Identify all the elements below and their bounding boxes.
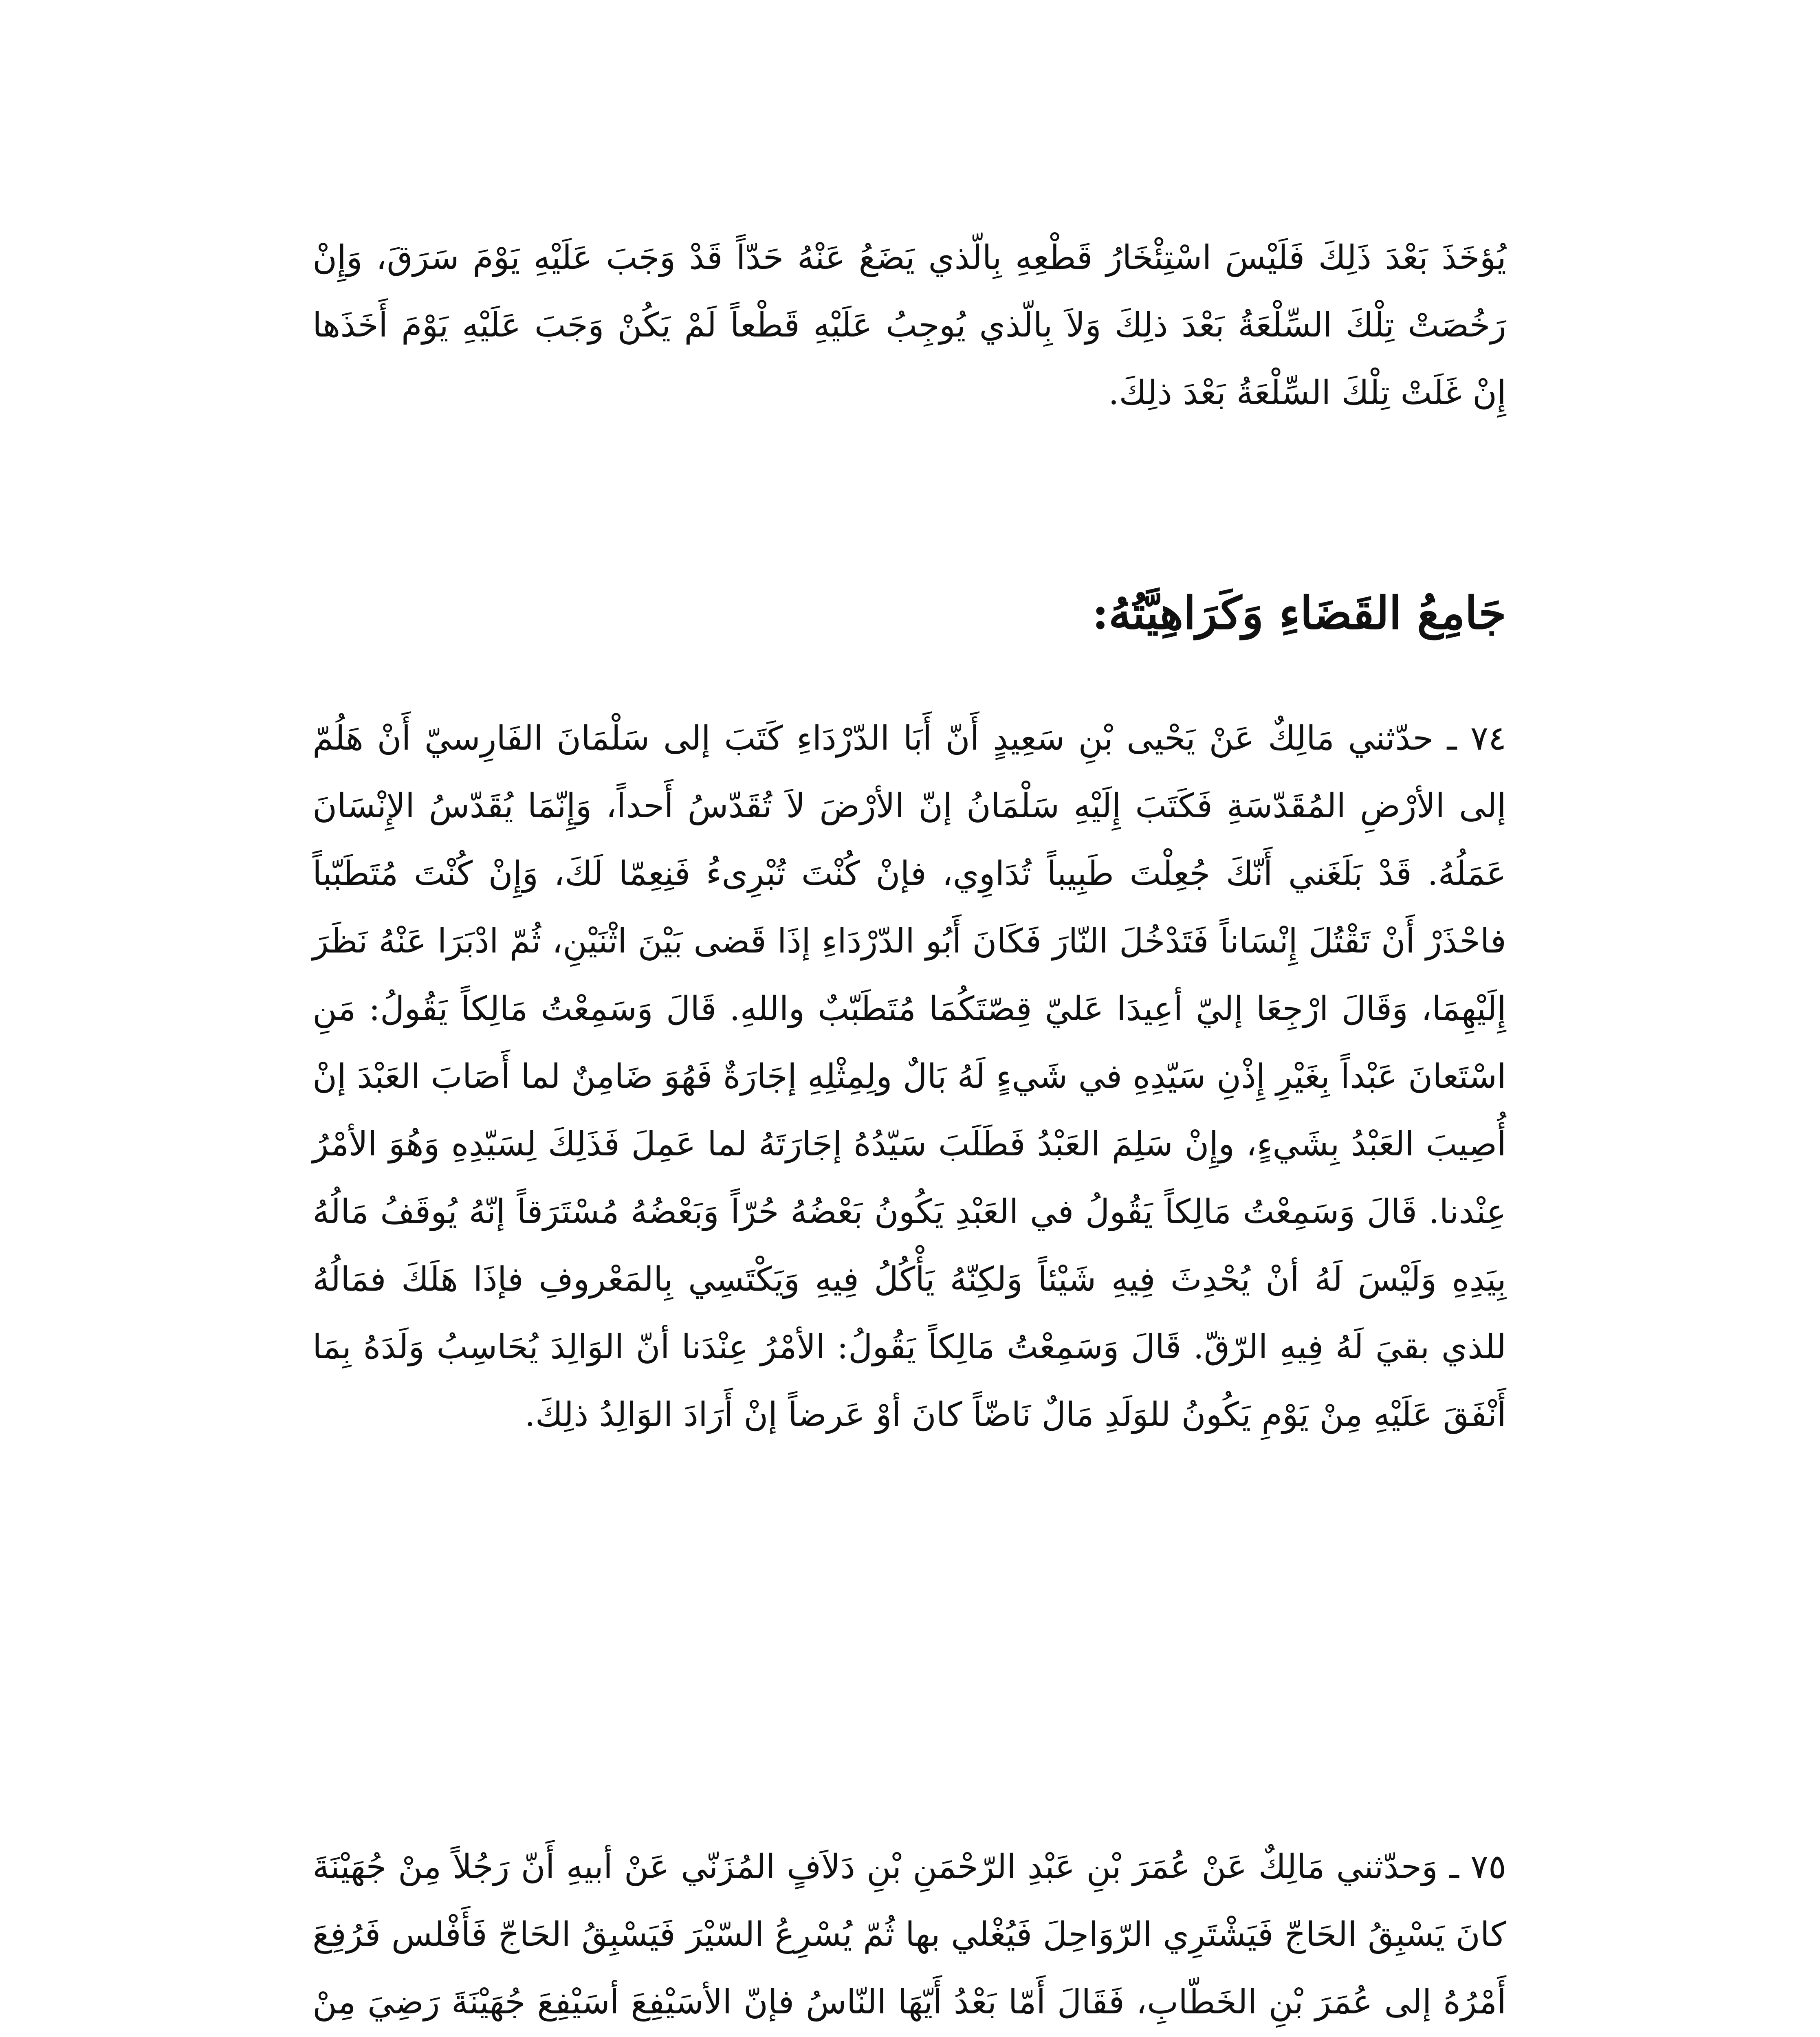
section-heading: جَامِعُ القَضَاءِ وَكَرَاهِيَّتُهُ: bbox=[1092, 587, 1506, 639]
paragraph-hadith-74: ٧٤ ـ حدّثني مَالِكٌ عَنْ يَحْيى بْنِ سَعِيدٍ أَنّ أَبَا الدّرْدَاءِ كَتَبَ إلى سَلْمَانَ الفَارِسيّ أَنْ هَلُمّ إلى الأرْضِ المُقَدّسَةِ فَكَتَبَ إِلَيْهِ سَلْمَانُ إنّ الأرْضَ لاَ تُقَدّسُ أَحداً، وَإِنّمَا يُقَدّسُ الإِنْسَانَ عَمَلُهُ. قَدْ بَلَغَني أَنّكَ جُعِلْتَ طَبِيباً تُدَاوِي، فإنْ كُنْتَ تُبْرِىءُ فَنِعِمّا لَكَ، وَإِنْ كُنْتَ مُتَطَبّباً فاحْذَرْ أَنْ تَقْتُلَ إِنْسَاناً فَتَدْخُلَ النّارَ فَكَانَ أَبُو الدّرْدَاءِ إذَا قَضى بَيْنَ اثْنَيْنِ، ثُمّ ادْبَرَا عَنْهُ نَظَرَ إِلَيْهِمَا، وَقَالَ ارْجِعَا إليّ أعِيدَا عَليّ قِصّتَكُمَا مُتَطَبّبٌ واللهِ. قَالَ وَسَمِعْتُ مَالِكاً يَقُولُ: مَنِ اسْتَعانَ عَبْداً بِغَيْرِ إِذْنِ سَيّدِهِ في شَيءٍ لَهُ بَالٌ ولِمِثْلِهِ إجَارَةٌ فَهُوَ ضَامِنٌ لما أَصَابَ العَبْدَ إنْ أُصِيبَ العَبْدُ بِشَيءٍ، وإِنْ سَلِمَ العَبْدُ فَطَلَبَ سَيّدُهُ إجَارَتَهُ لما عَمِلَ فَذَلِكَ لِسَيّدِهِ وَهُوَ الأمْرُ عِنْدنا. قَالَ وَسَمِعْتُ مَالِكاً يَقُولُ في العَبْدِ يَكُونُ بَعْضُهُ حُرّاً وَبَعْضُهُ مُسْتَرَقاً إنّهُ يُوقَفُ مَالُهُ بِيَدِهِ وَلَيْسَ لَهُ أنْ يُحْدِثَ فِيهِ شَيْئاً وَلكِنّهُ يَأْكُلُ فِيهِ وَيَكْتَسِي بِالمَعْروفِ فإذَا هَلَكَ فمَالُهُ للذي بقيَ لَهُ فِيهِ الرّقّ. قَالَ وَسَمِعْتُ مَالِكاً يَقُولُ: الأمْرُ عِنْدَنا أنّ الوَالِدَ يُحَاسِبُ وَلَدَهُ بِمَا أَنْفَقَ عَلَيْهِ مِنْ يَوْمِ يَكُونُ للوَلَدِ مَالٌ نَاضّاً كانَ أوْ عَرضاً إنْ أَرَادَ الوَالِدُ ذلِكَ. bbox=[313, 719, 1506, 1434]
paragraph-continuation: يُؤخَذَ بَعْدَ ذَلِكَ فَلَيْسَ اسْتِئْخَارُ قَطْعِهِ بِالّذي يَضَعُ عَنْهُ حَدّاً قَدْ وَجَبَ عَلَيْهِ يَوْمَ سَرَقَ، وَإِنْ رَخُصَتْ تِلْكَ السِّلْعَةُ بَعْدَ ذلِكَ وَلاَ بِالّذي يُوجِبُ عَلَيْهِ قَطْعاً لَمْ يَكُنْ وَجَبَ عَلَيْهِ يَوْمَ أَخَذَها إِنْ غَلَتْ تِلْكَ السِّلْعَةُ بَعْدَ ذلِكَ. bbox=[313, 238, 1506, 412]
paragraph-hadith-75: ٧٥ ـ وَحدّثني مَالِكٌ عَنْ عُمَرَ بْنِ عَبْدِ الرّحْمَنِ بْنِ دَلاَفٍ المُزَنّي عَنْ أبيهِ أَنّ رَجُلاً مِنْ جُهَيْنَةَ كانَ يَسْبِقُ الحَاجّ فَيَشْتَرِي الرّوَاحِلَ فَيُغْلي بها ثُمّ يُسْرِعُ السّيْرَ فَيَسْبِقُ الحَاجّ فَأَفْلس فَرُفِعَ أَمْرُهُ إلى عُمَرَ بْنِ الخَطّابِ، فَقَالَ أَمّا بَعْدُ أَيّهَا النّاسُ فإنّ الأسَيْفِعَ أسَيْفِعَ جُهَيْنَةَ رَضِيَ مِنْ bbox=[313, 1848, 1506, 2022]
